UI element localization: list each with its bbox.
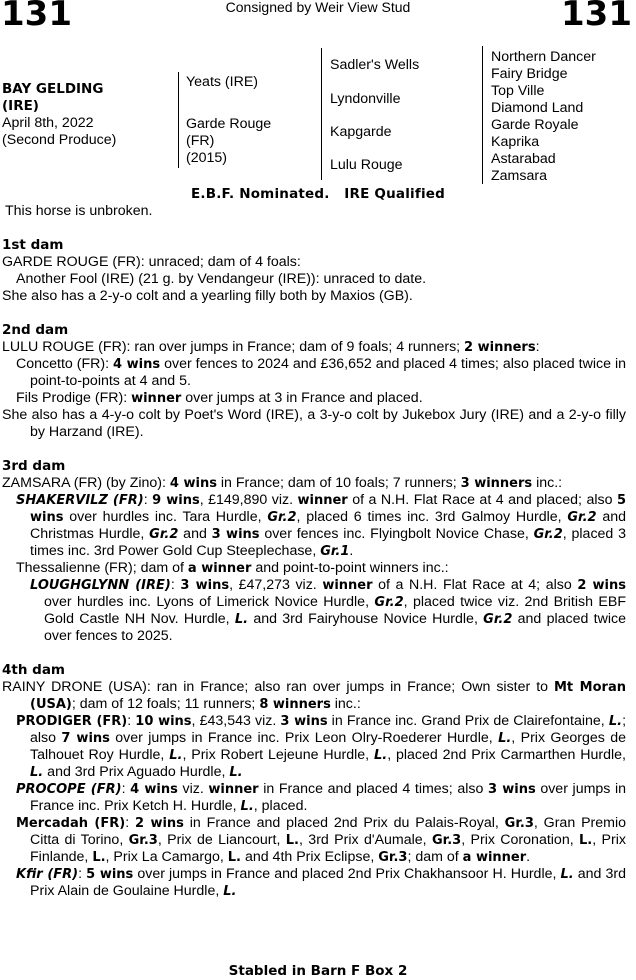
fourth-dam-heading: 4th dam bbox=[2, 662, 65, 678]
pedigree-ancestors bbox=[491, 49, 631, 185]
ancestor-4: Diamond Land bbox=[491, 100, 584, 116]
second-dam-produce-1: Concetto (FR): 4 wins over fences to 2024 and £36,652 and placed 4 times; also placed twice in point-to-points at 4 and 5. bbox=[16, 356, 626, 389]
pedigree-dam-country: (FR) bbox=[186, 133, 215, 149]
ancestor-3: Top Ville bbox=[491, 83, 545, 99]
ancestor-5: Garde Royale bbox=[491, 117, 579, 133]
pedigree-sire: Yeats (IRE) bbox=[186, 74, 259, 90]
pedigree-divider-2 bbox=[321, 48, 322, 180]
fourth-dam-produce-prodiger: PRODIGER (FR): 10 wins, £43,543 viz. 3 wins in France inc. Grand Prix de Clairefontaine, L.; also 7 wins over jumps in France inc. Prix Leon Olry-Roederer Hurdle, L., Prix Georges de Talhouet Roy Hurdle, L., Prix Robert Lejeune Hurdle, L., placed 2nd Prix Carmarthen Hurdle, L. and 3rd Prix Aguado Hurdle, L. bbox=[16, 713, 627, 780]
ancestor-2: Fairy Bridge bbox=[491, 66, 568, 82]
pedigree-dam-year: (2015) bbox=[186, 150, 228, 166]
pedigree-grandsire-4: Lulu Rouge bbox=[330, 157, 403, 173]
lot-number-left: 131 bbox=[1, 0, 72, 34]
second-dam-heading: 2nd dam bbox=[2, 322, 69, 338]
ancestor-1: Northern Dancer bbox=[491, 49, 596, 65]
third-dam-produce-loughglynn: LOUGHGLYNN (IRE): 3 wins, £47,273 viz. winner of a N.H. Flat Race at 4; also 2 wins over hurdles inc. Lyons of Limerick Novice Hurdle, Gr.2, placed twice viz. 2nd British EBF Gold Castle NH Nov. Hurdle, L. and 3rd Fairyhouse Novice Hurdle, Gr.2 and placed twice over fences to 2025. bbox=[30, 577, 626, 644]
third-dam-produce-thessalienne: Thessalienne (FR); dam of a winner and point-to-point winners inc.: bbox=[16, 560, 449, 576]
first-dam-line: GARDE ROUGE (FR): unraced; dam of 4 foals: bbox=[2, 254, 301, 270]
ancestor-7: Astarabad bbox=[491, 151, 556, 167]
catalogue-body bbox=[2, 203, 626, 900]
pedigree-grandsire-2: Lyndonville bbox=[330, 91, 401, 107]
pedigree-dam bbox=[186, 116, 306, 167]
second-dam-produce-2: Fils Prodige (FR): winner over jumps at 3 in France and placed. bbox=[16, 390, 423, 406]
third-dam-produce-shakervilz: SHAKERVILZ (FR): 9 wins, £149,890 viz. winner of a N.H. Flat Race at 4 and placed; also 5 wins over hurdles inc. Tara Hurdle, Gr.2, placed 6 times inc. 3rd Galmoy Hurdle, Gr.2 and Christmas Hurdle, Gr.2 and 3 wins over fences inc. Flyingbolt Novice Chase, Gr.2, placed 3 times inc. 3rd Power Gold Cup Steeplechase, Gr.1. bbox=[16, 492, 626, 559]
pedigree-dam-name: Garde Rouge bbox=[186, 116, 272, 132]
unbroken-note: This horse is unbroken. bbox=[5, 203, 153, 219]
ancestor-8: Zamsara bbox=[491, 168, 547, 184]
pedigree-grandsire-3: Kapgarde bbox=[330, 124, 392, 140]
second-dam-line: LULU ROUGE (FR): ran over jumps in France; dam of 9 foals; 4 runners; 2 winners: bbox=[2, 339, 540, 355]
third-dam-heading: 3rd dam bbox=[2, 458, 66, 474]
pedigree-divider-1 bbox=[178, 72, 179, 168]
consignor-line: Consigned by Weir View Stud bbox=[225, 0, 411, 15]
fourth-dam-produce-procope: PROCOPE (FR): 4 wins viz. winner in France and placed 4 times; also 3 wins over jumps in France inc. Prix Ketch H. Hurdle, L., placed. bbox=[16, 781, 627, 814]
first-dam-other: She also has a 2-y-o colt and a yearling filly both by Maxios (GB). bbox=[2, 288, 413, 304]
stabling-location: Stabled in Barn F Box 2 bbox=[228, 963, 408, 979]
third-dam-line: ZAMSARA (FR) (by Zino): 4 wins in France; dam of 10 foals; 7 runners; 3 winners inc.: bbox=[2, 475, 563, 491]
horse-dob: April 8th, 2022 bbox=[2, 115, 94, 131]
ancestor-6: Kaprika bbox=[491, 134, 540, 150]
first-dam-produce: Another Fool (IRE) (21 g. by Vendangeur (IRE)): unraced to date. bbox=[16, 271, 427, 287]
fourth-dam-produce-mercadah: Mercadah (FR): 2 wins in France and placed 2nd Prix du Palais-Royal, Gr.3, Gran Premio Citta di Torino, Gr.3, Prix de Liancourt, L., 3rd Prix d'Aumale, Gr.3, Prix Coronation, L., Prix Finlande, L., Prix La Camargo, L. and 4th Prix Eclipse, Gr.3; dam of a winner. bbox=[16, 815, 627, 865]
lot-number-right: 131 bbox=[561, 0, 632, 34]
pedigree-divider-3 bbox=[482, 46, 483, 184]
horse-country: (IRE) bbox=[2, 98, 39, 114]
fourth-dam-produce-kfir: Kfir (FR): 5 wins over jumps in France and placed 2nd Prix Chakhansoor H. Hurdle, L. and 3rd Prix Alain de Goulaine Hurdle, L. bbox=[16, 866, 627, 899]
pedigree-grandsire-1: Sadler's Wells bbox=[330, 57, 420, 73]
horse-description bbox=[2, 81, 172, 149]
horse-sex-color: BAY GELDING bbox=[2, 81, 104, 97]
fourth-dam-line: RAINY DRONE (USA): ran in France; also ran over jumps in France; Own sister to Mt Moran (USA); dam of 12 foals; 11 runners; 8 winners inc.: bbox=[2, 679, 626, 712]
first-dam-heading: 1st dam bbox=[2, 237, 64, 253]
second-dam-other: She also has a 4-y-o colt by Poet's Word (IRE), a 3-y-o colt by Jukebox Jury (IRE) and a 2-y-o filly by Harzand (IRE). bbox=[2, 407, 626, 440]
horse-produce: (Second Produce) bbox=[2, 132, 117, 148]
nomination-line: E.B.F. Nominated. IRE Qualified bbox=[190, 186, 446, 202]
